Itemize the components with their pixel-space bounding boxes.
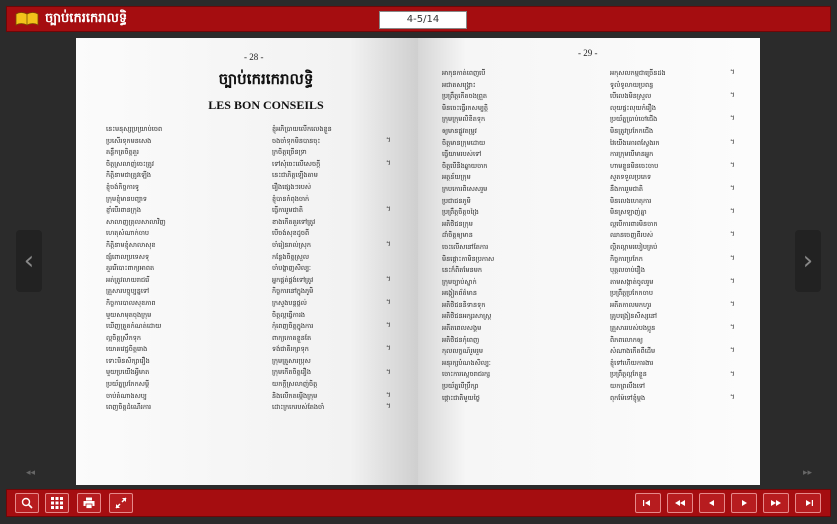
text-line: ចងចាំទុកមិនបានចុះ: [272, 136, 321, 145]
text-line: នេះក៏ពិតមែនមក: [442, 266, 482, 275]
text-line: ឃើញត្រួតកំណត់ដោយ: [106, 322, 162, 331]
text-line: ទូលំទូលាយប្រពន្ធ: [610, 80, 654, 89]
left-column-2: [272, 124, 382, 414]
next-double-button[interactable]: [763, 493, 789, 513]
text-line: មិនត្រូវប្រកែកជើង: [610, 126, 654, 135]
text-line: យោគវេជ្ជចិត្តរោង: [106, 345, 148, 354]
text-line: ខ្ញាំបើរពានក្រុង: [106, 206, 141, 215]
verse-mark: ។: [730, 392, 735, 401]
text-line: មិនចេះធ្វើរកសម្បត្តិ: [442, 103, 489, 112]
text-line: និងលើកតម្កើងក្រុម: [272, 391, 318, 400]
text-line: សួតទទួលប្រភេទ: [610, 173, 652, 182]
text-line: ពេញចិត្តដំណើរការ: [106, 403, 152, 412]
text-line: កុំពេញចិត្តក្នុងការ: [272, 322, 314, 331]
text-line: កុលលក្ខណ៍រួមរួម: [442, 347, 483, 356]
text-line: ក្រសួងបន្តផ្តល់: [272, 298, 307, 307]
text-line: អនុរក្សបំណងសិល្បៈ: [442, 358, 491, 367]
text-line: មិនលេងហេតុការ: [610, 196, 652, 205]
text-line: រឿងផ្សេងៗរបស់: [272, 182, 312, 191]
text-line: អជាតសង្គ្រោះ: [442, 80, 476, 89]
text-line: ចាំរៀនរាល់ស្រុក: [272, 240, 311, 249]
text-line: ចិត្តបើនិងឆ្ងាយចាក: [442, 161, 488, 170]
text-line: ខ្ញុំបានកំពុងចាក់: [272, 194, 310, 203]
text-line: ឈានចេញពីរបស់: [610, 231, 654, 240]
fullscreen-button[interactable]: [109, 493, 133, 513]
text-line: កន្លែងចិត្តស្រួល: [272, 252, 310, 261]
text-line: ទោះមិនសិក្សារឿង: [106, 356, 150, 365]
fullscreen-icon: [115, 497, 127, 509]
text-line: ផ្សំពោលប្រទេសទុ: [106, 252, 150, 261]
text-line: កិត្តិនាមជាត្រូវឡើង: [106, 171, 151, 180]
next-page-arrow[interactable]: ›: [795, 230, 821, 292]
first-page-button[interactable]: [635, 493, 661, 513]
last-page-icon: [802, 497, 814, 509]
text-line: ល្អិតល្អាមរបៀបគ្រប់: [610, 242, 658, 251]
text-line: មួយប្រយើងអ្វីមាត: [106, 368, 150, 377]
thumbnails-button[interactable]: [45, 493, 69, 513]
verse-mark: ។: [386, 158, 391, 167]
left-page[interactable]: [76, 38, 418, 485]
text-line: វៃយើងគោរពស្វែងរក: [610, 138, 660, 147]
text-line: ប្រយ័ត្នប្រកែកសម្តី: [106, 380, 150, 389]
prev-double-icon: [674, 497, 686, 509]
app-logo: [15, 9, 127, 29]
text-line: អ្នកផ្គត់ផ្គង់ទៅត្រូវ: [272, 275, 314, 284]
bottom-toolbar: [6, 489, 831, 517]
text-line: ចិត្តស្រលាញ់ចេះត្រូវ: [106, 159, 154, 168]
right-column-2: [610, 68, 720, 404]
text-line: សាលាញត្រុលសាលាវិញ: [106, 217, 166, 226]
text-line: បុគ្គលចាប់រឿង: [610, 266, 645, 275]
text-line: កិច្ចការបាលសុខភាព: [106, 298, 156, 307]
verse-mark: ។: [730, 346, 735, 355]
text-line: ប្រព្រឹត្តប្រកែកចាប: [610, 289, 653, 298]
book-icon: [15, 11, 39, 27]
text-line: ធ្វើយាមរបស់ទៅ: [442, 150, 482, 159]
text-line: ល្អចិត្តស្រឹកទុក: [106, 333, 141, 342]
corner-next-icon[interactable]: ▸▸: [803, 468, 813, 478]
text-line: ឲ្យមានផ្លូវតម្រូវ: [442, 126, 477, 135]
text-line: ចិត្តល្អធ្វើការង: [272, 310, 306, 319]
verse-mark: ។: [730, 276, 735, 285]
text-line: នេះជាភិត្តឡើងតាម: [272, 171, 318, 180]
text-line: មិនស្រឡាញ់គ្នា: [610, 208, 647, 217]
text-line: អាកុនកាត់ពេញបើ: [442, 69, 486, 77]
text-line: ល្អបើការពារមិនចាក: [610, 219, 658, 228]
text-line: ក្រុមគ្រួសារប្រុស: [272, 356, 311, 365]
text-line: គន្លឹកត្រចិត្តគួរ: [106, 148, 139, 157]
text-line: ក្រុមខ្ញុំមានបញ្ហាទ: [106, 194, 148, 203]
verse-mark: ។: [386, 321, 391, 330]
first-page-icon: [642, 497, 654, 509]
text-line: គ្រួសាររបស់បងប្អូន: [610, 324, 656, 333]
page-indicator[interactable]: 4-5/14: [379, 11, 467, 29]
text-line: ដោះក្រកេរបស់តែងចាំ: [272, 403, 325, 412]
text-line: គ្រូបង្រៀនសិស្សនៅ: [610, 312, 657, 321]
text-line: ខ្ញុំទៅហើយការងារ: [610, 358, 654, 367]
verse-mark: ។: [386, 390, 391, 399]
text-line: នេះមនុស្សប្រយ្រាប់ចេព: [106, 125, 163, 133]
text-line: ចិត្តមានក្រុមដោយ: [442, 138, 486, 147]
verse-mark: ។: [730, 207, 735, 216]
zoom-icon: [21, 497, 33, 509]
right-verse-marks: [730, 68, 740, 408]
verse-mark: ។: [386, 402, 391, 411]
text-line: ចេះលើសនៅតែការ: [442, 242, 489, 251]
text-line: គួររើបោះពាក្យអាពត: [106, 264, 155, 273]
page-title-khmer: ច្បាប់កេរកេរាលទ្ធិ: [218, 70, 314, 88]
text-line: អង្កៀតព័ត៌មាន: [442, 289, 477, 298]
text-line: ហេតុសំណាក់ចាប: [106, 229, 150, 238]
prev-button[interactable]: [699, 493, 725, 513]
text-line: អតីតពេលសង្គម: [442, 324, 482, 333]
verse-mark: ។: [730, 114, 735, 123]
verse-mark: ។: [730, 230, 735, 239]
text-line: លុយផ្ទះលុយកំរឿង: [610, 103, 657, 112]
text-line: អតិថិជនអក្សរសាស្ត្រ: [442, 312, 492, 321]
text-line: ប្រព្រឹត្តកើតចងព្រួត: [442, 92, 488, 101]
text-line: ការក្រុមបើមានអ្នក: [610, 150, 654, 159]
text-line: បើចង់សុខដូចពី: [272, 229, 310, 238]
text-line: ពាក្យកោតខ្លួនតែ: [272, 333, 312, 342]
verse-mark: ។: [386, 205, 391, 214]
text-line: កិត្តិនាមខ្ញុំសាលាសុខ: [106, 240, 156, 249]
next-double-icon: [770, 497, 782, 509]
grid-icon: [51, 497, 63, 509]
text-line: ចាប់តំណាងសប្ប: [106, 391, 147, 400]
text-line: អតិថិជនក្រុម: [442, 219, 473, 228]
text-line: អត្ថន័យក្រុម: [442, 173, 471, 182]
text-line: សំណាងកើតពីដើម: [610, 347, 656, 356]
text-line: ខាងកើតគួរទៅត្រូវ: [272, 217, 316, 226]
text-line: ពុកម៉ែទៅខ្ញុំម្តង: [610, 393, 646, 402]
text-line: ដាំចិត្តឲ្យមាន: [442, 231, 473, 240]
last-page-button[interactable]: [795, 493, 821, 513]
text-line: ខ្ញុំអភិប្រាយលើកលេងខ្លួន: [272, 125, 332, 133]
verse-mark: ។: [730, 137, 735, 146]
print-icon: [83, 497, 95, 509]
text-line: ក្របកោរពិសេសរួម: [442, 184, 488, 193]
app-title: ច្បាប់កេរកេរាលទ្ធិ: [45, 10, 128, 26]
text-line: ពិភពលោកឲ្យ: [610, 335, 643, 344]
text-line: បើលេងមិនស្រួល: [610, 92, 652, 101]
verse-mark: ។: [386, 367, 391, 376]
right-page-number: - 29 -: [578, 48, 598, 58]
right-page[interactable]: [418, 38, 760, 485]
text-line: មួយសាមុតចុងក្រុម: [106, 310, 152, 319]
top-bar: [6, 6, 831, 32]
right-column-1: [442, 68, 572, 404]
text-line: ប្រព្រឹត្តល្អកែខ្លួន: [610, 370, 647, 379]
text-line: ក្រចិត្តច្រើនទ្រា: [272, 148, 307, 157]
text-line: ធ្វើការរួមជាតិ: [272, 206, 303, 215]
print-button[interactable]: [77, 493, 101, 513]
verse-mark: ។: [730, 300, 735, 308]
prev-double-button[interactable]: [667, 493, 693, 513]
prev-page-arrow[interactable]: ‹: [16, 230, 42, 292]
text-line: ចាំបង្ហាញសិល្បៈ: [272, 264, 311, 273]
text-line: ប្រយ័ត្នបើប្រឹក្សា: [442, 382, 479, 391]
text-line: ប្រជាជនភូមិ: [442, 196, 471, 205]
verse-mark: ។: [730, 253, 735, 262]
text-line: អតិថិជនកុំពេញ: [442, 335, 480, 344]
text-line: ប្រព្រឹត្តចិត្តចង្រៃ: [442, 208, 479, 217]
text-line: យកព្រលឹងទៅ: [610, 382, 645, 391]
text-line: ក្រុមច្បាប់ស្នាក់: [442, 277, 477, 286]
text-line: កិច្ចការនៅក្នុងភូមិ: [272, 287, 314, 296]
next-icon: [738, 497, 750, 509]
page-title-french: LES BON CONSEILS: [208, 98, 324, 112]
text-line: ខ្ញុំចង់កិច្ចការទូ: [106, 182, 140, 191]
verse-mark: ។: [730, 160, 735, 169]
text-line: ហាមខ្លួនមិនចេះចាប: [610, 161, 659, 170]
verse-mark: ។: [386, 344, 391, 353]
prev-icon: [706, 497, 718, 509]
text-line: ក្រុមក្រុមលិខិតទុក: [442, 115, 486, 124]
left-page-number: - 28 -: [244, 52, 264, 62]
verse-mark: ។: [386, 298, 391, 306]
left-verse-marks: [386, 124, 396, 424]
text-line: អត់ត្រូវលាយរាជរើ: [106, 275, 150, 284]
verse-mark: ។: [730, 91, 735, 100]
text-line: គ្រួសារបច្ចុប្បន្នទៅ: [106, 287, 150, 296]
text-line: ក្រុមកើតចិត្តរឿង: [272, 368, 311, 377]
verse-mark: ។: [386, 240, 391, 248]
text-line: អតីតកាលមកហូរ: [610, 300, 652, 309]
left-column-1: [106, 124, 236, 414]
book-spread: [76, 38, 760, 485]
text-line: កិច្ចការប្រកែក: [610, 254, 643, 263]
next-button[interactable]: [731, 493, 757, 513]
verse-mark: ។: [730, 68, 735, 76]
text-line: ប្រសើរទុកមនសេង: [106, 136, 152, 145]
corner-prev-icon[interactable]: ◂◂: [26, 468, 36, 478]
verse-mark: ។: [386, 274, 391, 283]
text-line: ទង់ជាតិរក្សាទុក: [272, 345, 309, 354]
text-line: តាមសង្កាត់ចូលរួម: [610, 277, 654, 286]
verse-mark: ។: [730, 369, 735, 378]
text-line: អតិថិជននិទានទុក: [442, 300, 486, 309]
text-line: ចោះការស្តេចរាជរក្ស: [442, 370, 491, 379]
verse-mark: ។: [386, 135, 391, 144]
text-line: យកក្តីស្រលាញ់ចិត្ត: [272, 380, 318, 389]
text-line: ផ្តោះជាតិមួយថ្ងៃ: [442, 393, 480, 402]
text-line: ទៅសុំចេះលើសេចក្តី: [272, 159, 321, 168]
verse-mark: ។: [730, 323, 735, 332]
text-line: មិនផ្តោះកាមិនប្រកាស: [442, 254, 495, 263]
text-line: អកុសលកម្មជាច្រើនដង: [610, 69, 666, 77]
zoom-button[interactable]: [15, 493, 39, 513]
text-line: នឹងការរួមជាតិ: [610, 184, 644, 193]
text-line: ប្រយ័ត្នប្រាប់ចៅជើង: [610, 115, 658, 124]
verse-mark: ។: [730, 184, 735, 192]
